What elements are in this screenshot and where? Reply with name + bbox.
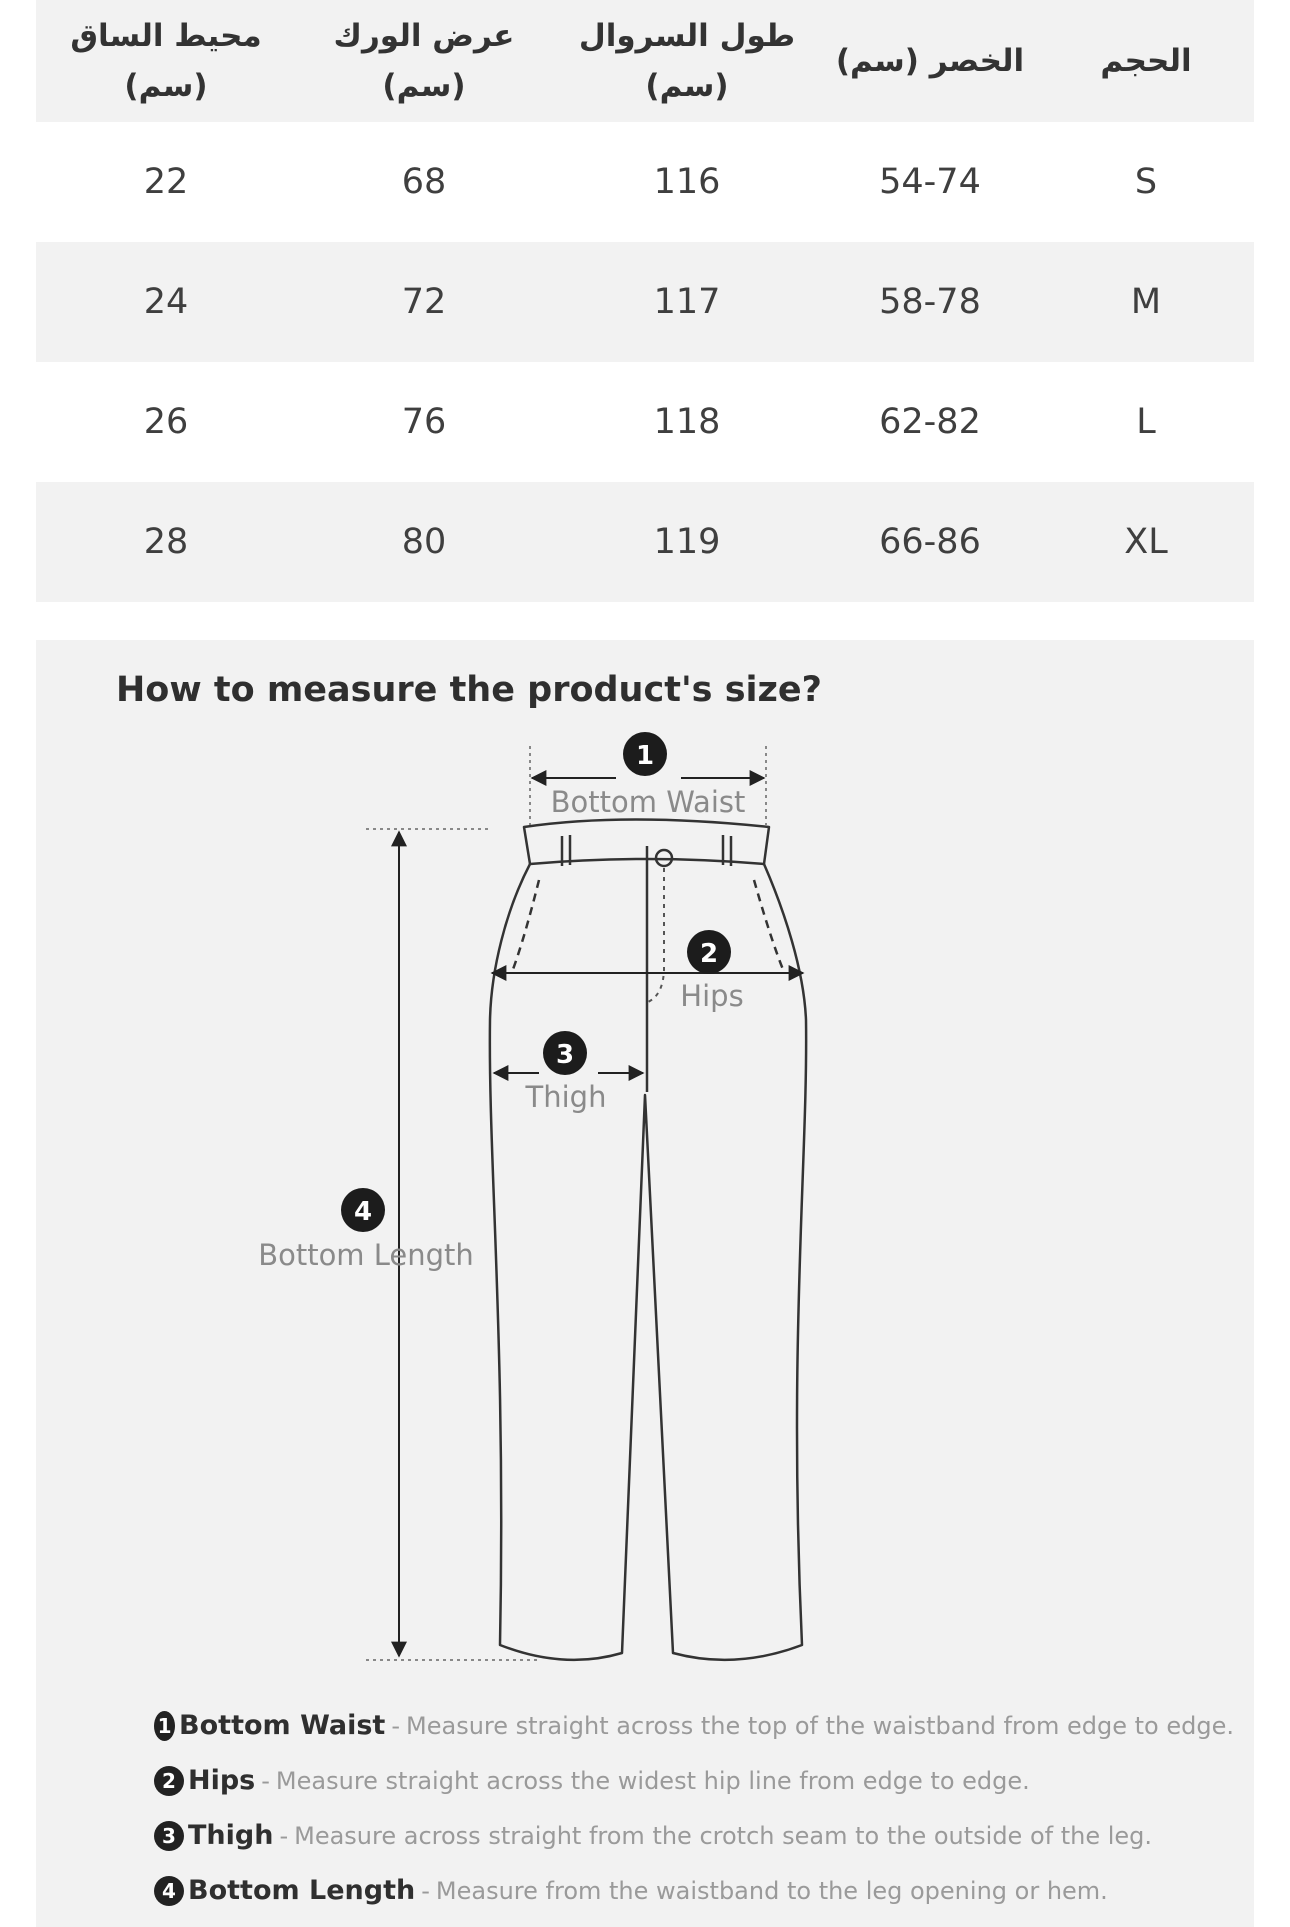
header-hip-unit: (سم) bbox=[382, 68, 466, 104]
cell-hip: 68 bbox=[401, 162, 447, 202]
legend-dash: - bbox=[261, 1766, 270, 1795]
cell-leg: 26 bbox=[143, 402, 189, 442]
header-size bbox=[1038, 36, 1254, 86]
list-item bbox=[154, 1863, 1234, 1918]
marker-2-number: 2 bbox=[699, 939, 719, 969]
thigh-label: Thigh bbox=[525, 1080, 607, 1114]
cell-hip: 76 bbox=[401, 402, 447, 442]
cell-waist: 66-86 bbox=[879, 522, 981, 562]
number-badge-icon: 4 bbox=[154, 1876, 184, 1906]
header-leg-label: محيط الساق bbox=[70, 18, 262, 54]
cell-size: S bbox=[1134, 162, 1158, 202]
list-item bbox=[154, 1698, 1234, 1753]
table-row bbox=[36, 482, 1254, 602]
cell-hip: 80 bbox=[401, 522, 447, 562]
legend-term: Bottom Waist bbox=[179, 1710, 386, 1741]
header-size-label: الحجم bbox=[1100, 43, 1192, 79]
cell-size: M bbox=[1130, 282, 1162, 322]
legend-desc: Measure from the waistband to the leg opening or hem. bbox=[435, 1876, 1108, 1905]
cell-size: XL bbox=[1124, 522, 1168, 562]
cell-leg: 22 bbox=[143, 162, 189, 202]
legend-dash: - bbox=[421, 1876, 430, 1905]
table-row bbox=[36, 122, 1254, 242]
measure-legend bbox=[154, 1698, 1234, 1918]
cell-length: 119 bbox=[653, 522, 721, 562]
pants-outline-icon bbox=[490, 820, 806, 1660]
cell-leg: 24 bbox=[143, 282, 189, 322]
cell-length: 117 bbox=[653, 282, 721, 322]
waist-label: Bottom Waist bbox=[550, 785, 746, 819]
cell-waist: 62-82 bbox=[879, 402, 981, 442]
cell-leg: 28 bbox=[143, 522, 189, 562]
cell-length: 118 bbox=[653, 402, 721, 442]
marker-1-number: 1 bbox=[635, 741, 655, 771]
header-leg bbox=[36, 11, 296, 111]
fly-stitch bbox=[648, 868, 664, 1002]
table-row bbox=[36, 242, 1254, 362]
measure-guide-panel bbox=[36, 640, 1254, 1927]
list-item bbox=[154, 1753, 1234, 1808]
header-waist bbox=[822, 36, 1038, 86]
cell-waist: 58-78 bbox=[879, 282, 981, 322]
length-label: Bottom Length bbox=[258, 1238, 474, 1272]
pants-measurement-diagram bbox=[36, 640, 1254, 1700]
legend-term: Bottom Length bbox=[188, 1875, 416, 1906]
table-row bbox=[36, 362, 1254, 482]
hips-label: Hips bbox=[680, 979, 744, 1013]
cell-size: L bbox=[1136, 402, 1156, 442]
legend-desc: Measure across straight from the crotch seam to the outside of the leg. bbox=[294, 1821, 1153, 1850]
legend-desc: Measure straight across the widest hip line from edge to edge. bbox=[275, 1766, 1030, 1795]
cell-waist: 54-74 bbox=[879, 162, 981, 202]
legend-term: Hips bbox=[188, 1765, 256, 1796]
legend-desc: Measure straight across the top of the waistband from edge to edge. bbox=[406, 1711, 1234, 1740]
header-leg-unit: (سم) bbox=[124, 68, 208, 104]
legend-dash: - bbox=[279, 1821, 289, 1850]
legend-term: Thigh bbox=[188, 1820, 274, 1851]
header-waist-label: الخصر (سم) bbox=[835, 43, 1025, 79]
header-hip bbox=[296, 11, 552, 111]
header-length-label: طول السروال bbox=[578, 18, 796, 54]
number-badge-icon: 2 bbox=[154, 1766, 184, 1796]
size-table bbox=[36, 0, 1254, 602]
number-badge-icon: 1 bbox=[154, 1711, 175, 1741]
list-item bbox=[154, 1808, 1234, 1863]
table-header-row bbox=[36, 0, 1254, 122]
guide-title: How to measure the product's size? bbox=[116, 670, 822, 710]
header-hip-label: عرض الورك bbox=[333, 18, 515, 54]
cell-length: 116 bbox=[653, 162, 721, 202]
cell-hip: 72 bbox=[401, 282, 447, 322]
number-badge-icon: 3 bbox=[154, 1821, 184, 1851]
header-length bbox=[552, 11, 822, 111]
header-length-unit: (سم) bbox=[645, 68, 729, 104]
legend-dash: - bbox=[391, 1711, 401, 1740]
marker-3-number: 3 bbox=[555, 1040, 575, 1070]
marker-4-number: 4 bbox=[353, 1197, 373, 1227]
